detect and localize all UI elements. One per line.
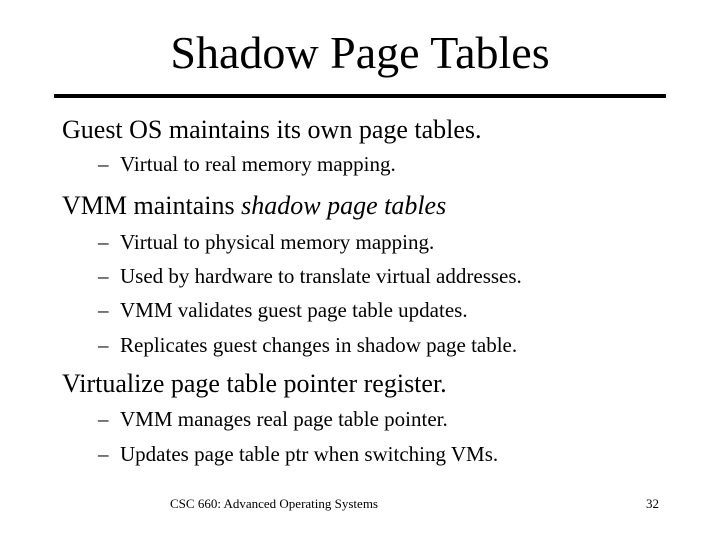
sub-bullet-3-1 — [98, 407, 448, 432]
sub-bullet-text: Used by hardware to translate virtual addresses. — [120, 264, 522, 288]
bullet-2 — [62, 190, 446, 221]
sub-bullet-text: VMM validates guest page table updates. — [120, 298, 468, 322]
sub-bullet-2-4 — [98, 333, 517, 358]
slide-title: Shadow Page Tables — [170, 27, 550, 78]
title-divider — [54, 94, 666, 98]
dash-marker: – — [98, 230, 109, 254]
sub-bullet-2-2 — [98, 264, 522, 289]
bullet-3: Virtualize page table pointer register. — [62, 369, 447, 398]
dash-marker: – — [98, 264, 109, 288]
dash-marker: – — [98, 442, 109, 466]
sub-bullet-text: VMM manages real page table pointer. — [120, 407, 448, 431]
dash-marker: – — [98, 333, 109, 357]
footer-page-number: 32 — [646, 496, 659, 511]
bullet-1: Guest OS maintains its own page tables. — [62, 115, 482, 144]
footer-course-name: CSC 660: Advanced Operating Systems — [170, 496, 378, 511]
sub-bullet-text: Replicates guest changes in shadow page table. — [120, 333, 518, 357]
bullet-emphasis: shadow page tables — [241, 191, 447, 220]
sub-bullet-2-1 — [98, 230, 434, 255]
sub-bullet-text: Updates page table ptr when switching VMs. — [120, 442, 499, 466]
dash-marker: – — [98, 407, 109, 431]
dash-marker: – — [98, 152, 109, 176]
sub-bullet-text: Virtual to real memory mapping. — [120, 152, 396, 176]
sub-bullet-3-2 — [98, 442, 498, 467]
bullet-text: VMM maintains — [62, 191, 242, 220]
sub-bullet-1-1 — [98, 152, 396, 177]
dash-marker: – — [98, 298, 109, 322]
sub-bullet-2-3 — [98, 298, 468, 323]
sub-bullet-text: Virtual to physical memory mapping. — [120, 230, 435, 254]
